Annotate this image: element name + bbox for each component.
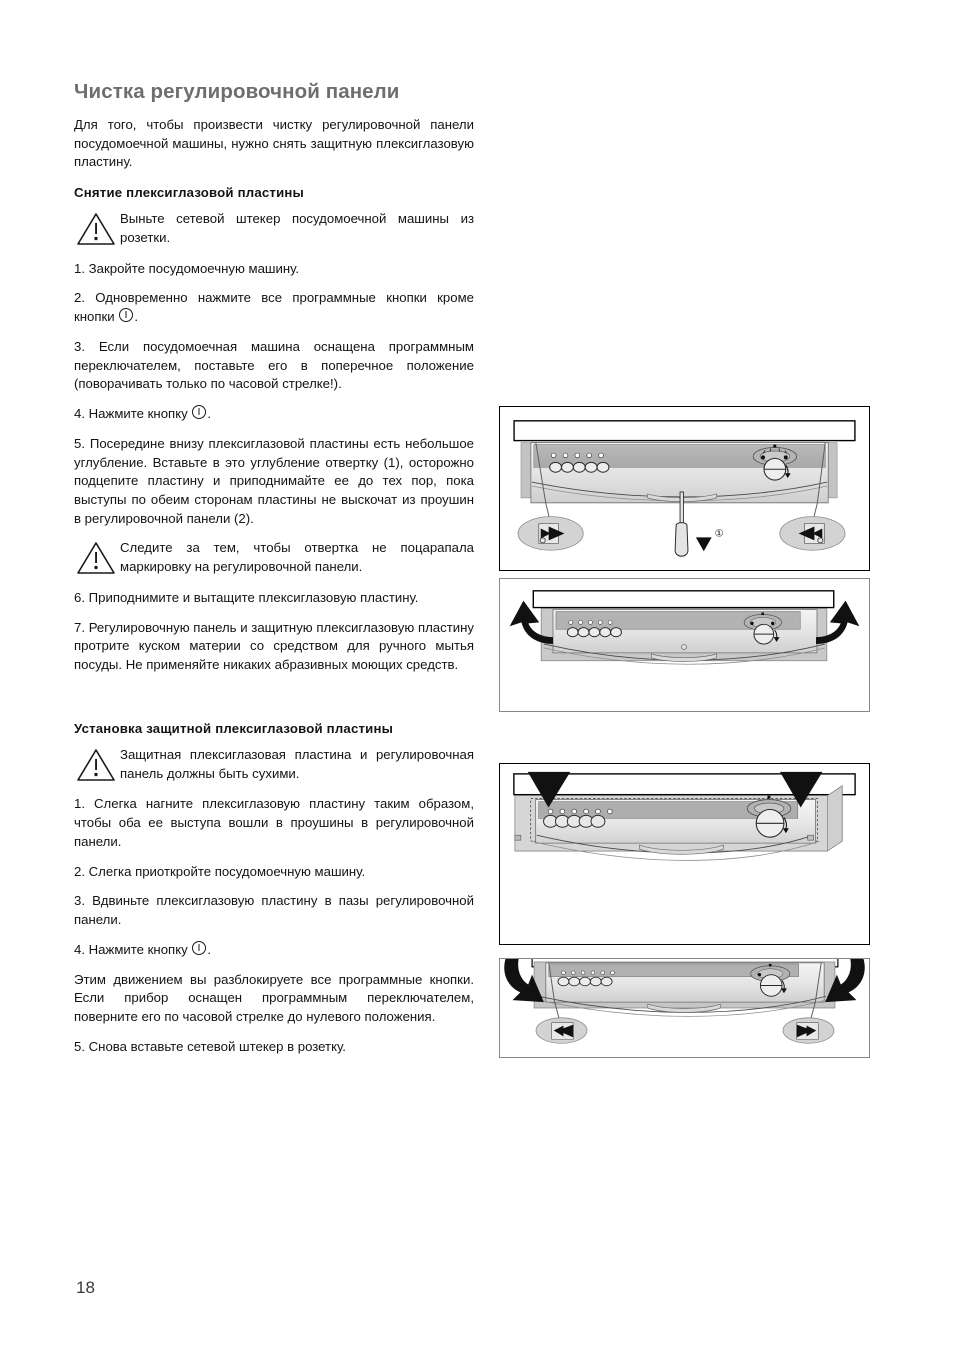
warning-triangle-icon bbox=[76, 748, 116, 782]
warning-unplug bbox=[74, 210, 474, 247]
removal-step-3: 3. Если посудомоечная машина оснащена программным переключателем, поставьте его в поперечное положение (поворачивать только по часовой стрелке!). bbox=[74, 338, 474, 392]
install-step-4-prefix: 4. Нажмите кнопку bbox=[74, 941, 192, 957]
page-number: 18 bbox=[76, 1278, 95, 1297]
removal-step-7: 7. Регулировочную панель и защитную плексиглазовую пластину протрите куском материи со средством для ручного мытья посуды. Не применяйте никаких абразивных моющих средств. bbox=[74, 619, 474, 673]
detail-zoom-left bbox=[518, 517, 583, 551]
install-step-1: 1. Слегка нагните плексиглазовую пластину таким образом, чтобы оба ее выступа вошли в проушины в регулировочной панели. bbox=[74, 796, 474, 849]
removal-step-5: 5. Посередине внизу плексиглазовой пластины есть небольшое углубление. Вставьте в это углубление отвертку (1), осторожно подцепите пластину и приподнимайте ее до тех пор, пока выступы по обеим сторонам пластины не выскочат из проушин в регулировочной панели (2). bbox=[74, 435, 474, 526]
install-step-5: 5. Снова вставьте сетевой штекер в розетку. bbox=[74, 1038, 346, 1054]
figure-install-snap bbox=[499, 958, 870, 1058]
install-step-3: 3. Вдвиньте плексиглазовую пластину в пазы регулировочной панели. bbox=[74, 893, 474, 928]
warning-triangle-icon bbox=[76, 212, 116, 246]
warning-triangle-icon bbox=[76, 541, 116, 575]
warning-dry-text: Защитная плексиглазовая пластина и регулировочная панель должны быть сухими. bbox=[120, 746, 474, 781]
power-button-icon bbox=[119, 308, 133, 322]
removal-step-2 bbox=[74, 289, 474, 326]
removal-step-2-suffix: . bbox=[134, 309, 138, 325]
warning-unplug-text: Выньте сетевой штекер посудомоечной машины из розетки. bbox=[120, 211, 474, 245]
callout-number-1: ① bbox=[714, 528, 724, 540]
power-button-icon bbox=[192, 405, 206, 419]
install-step-2: 2. Слегка приоткройте посудомоечную машину. bbox=[74, 863, 366, 879]
removal-step-6: 6. Приподнимите и вытащите плексиглазовую пластину. bbox=[74, 589, 419, 605]
text-column bbox=[74, 80, 474, 1067]
page-title: Чистка регулировочной панели bbox=[74, 80, 400, 103]
removal-step-4 bbox=[74, 405, 474, 424]
power-button-icon bbox=[192, 941, 206, 955]
warning-scratch-text: Следите за тем, чтобы отвертка не поцарапала маркировку на регулировочной панели. bbox=[120, 540, 474, 575]
removal-step-4-prefix: 4. Нажмите кнопку bbox=[74, 406, 192, 422]
warning-scratch bbox=[74, 539, 474, 576]
install-note: Этим движением вы разблокируете все программные кнопки. Если прибор оснащен программным переключателем, поверните его по часовой стрелке до нулевого положения. bbox=[74, 971, 474, 1024]
removal-step-4-suffix: . bbox=[207, 406, 212, 422]
install-step-4-suffix: . bbox=[207, 941, 212, 957]
detail-zoom-right bbox=[780, 517, 845, 551]
install-step-4 bbox=[74, 941, 474, 960]
figure-removal-lift bbox=[499, 578, 870, 712]
down-arrow-icon bbox=[696, 537, 712, 551]
section-heading-removal: Снятие плексиглазовой пластины bbox=[74, 185, 304, 201]
warning-dry bbox=[74, 746, 474, 783]
removal-step-1: 1. Закройте посудомоечную машину. bbox=[74, 260, 300, 276]
figure-install-press bbox=[499, 763, 870, 945]
detail-zoom-right bbox=[783, 1018, 834, 1043]
intro-paragraph: Для того, чтобы произвести чистку регулировочной панели посудомоечной машины, нужно снять защитную плексиглазовую пластину. bbox=[74, 117, 474, 170]
section-heading-install: Установка защитной плексиглазовой пластины bbox=[74, 720, 394, 736]
removal-step-2-prefix: 2. Одновременно нажмите все программные кнопки кроме кнопки bbox=[74, 290, 474, 325]
detail-zoom-left bbox=[536, 1018, 587, 1043]
figure-removal-screwdriver bbox=[499, 406, 870, 571]
